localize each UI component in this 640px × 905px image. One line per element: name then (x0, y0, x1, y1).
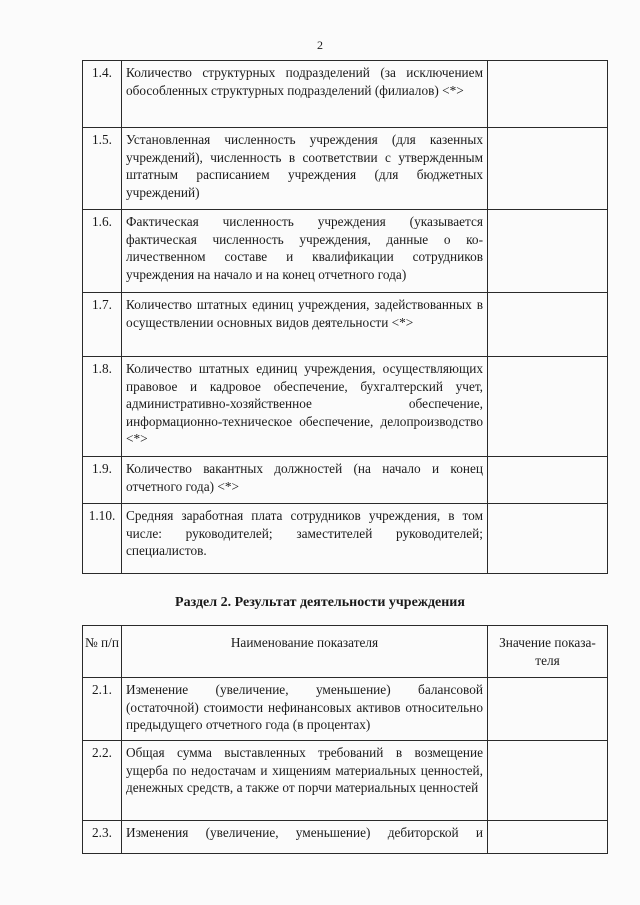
row-value-cell (488, 210, 608, 293)
row-number: 2.3. (83, 821, 122, 854)
row-description: Фактическая численность учреждения (указывается фактическая численность учреждения, данные о количественном составе и квалификации сотрудников учреждения на начало и на конец отчетного года) (122, 210, 488, 293)
indicators-table-section-1 (82, 60, 608, 574)
row-value-cell (488, 61, 608, 128)
page-number: 2 (317, 38, 323, 52)
row-number: 2.1. (83, 678, 122, 741)
table-row (83, 357, 608, 457)
row-value-cell (488, 357, 608, 457)
table-row (83, 741, 608, 821)
row-description: Количество структурных подразделений (за исключением обособленных структурных подразделений (филиалов) <*> (122, 61, 488, 128)
indicators-table-section-2 (82, 625, 608, 854)
table-header-row (83, 626, 608, 678)
row-value-cell (488, 821, 608, 854)
table-row (83, 457, 608, 504)
table-row (83, 504, 608, 574)
row-number: 2.2. (83, 741, 122, 821)
row-description: Количество штатных единиц учреждения, осуществляющих правовое и кадровое обеспечение, бухгалтерский учет, административно-хозяйственное обеспечение, информационно-техническое обеспечение, делопроизводство <*> (122, 357, 488, 457)
row-value-cell (488, 678, 608, 741)
row-description: Общая сумма выставленных требований в возмещение ущерба по недостачам и хищениям материальных ценностей, денежных средств, а также от порчи материальных ценностей (122, 741, 488, 821)
table-row (83, 293, 608, 357)
header-number: № п/п (83, 626, 122, 678)
row-number: 1.10. (83, 504, 122, 574)
table-row (83, 128, 608, 210)
section-2-title: Раздел 2. Результат деятельности учреждения (175, 595, 465, 610)
row-number: 1.4. (83, 61, 122, 128)
row-value-cell (488, 457, 608, 504)
table-row (83, 61, 608, 128)
table-row (83, 821, 608, 854)
row-description: Количество штатных единиц учреждения, задействованных в осуществлении основных видов деятельности <*> (122, 293, 488, 357)
table-row (83, 210, 608, 293)
row-description: Изменения (увеличение, уменьшение) дебиторской и (122, 821, 488, 854)
row-value-cell (488, 128, 608, 210)
table-row (83, 678, 608, 741)
row-value-cell (488, 504, 608, 574)
row-number: 1.5. (83, 128, 122, 210)
row-description: Количество вакантных должностей (на начало и конец отчетного года) <*> (122, 457, 488, 504)
row-value-cell (488, 293, 608, 357)
row-number: 1.7. (83, 293, 122, 357)
header-indicator-value: Значение показателя (488, 626, 608, 678)
row-description: Изменение (увеличение, уменьшение) балансовой (остаточной) стоимости нефинансовых активов относительно предыдущего отчетного года (в процентах) (122, 678, 488, 741)
row-description: Установленная численность учреждения (для казенных учреждений), численность в соответствии с утвержденным штатным расписанием учреждения (для бюджетных учреждений) (122, 128, 488, 210)
row-number: 1.8. (83, 357, 122, 457)
header-indicator-name: Наименование показателя (122, 626, 488, 678)
row-description: Средняя заработная плата сотрудников учреждения, в том числе: руководителей; заместителей руководителей; специалистов. (122, 504, 488, 574)
row-value-cell (488, 741, 608, 821)
row-number: 1.9. (83, 457, 122, 504)
row-number: 1.6. (83, 210, 122, 293)
